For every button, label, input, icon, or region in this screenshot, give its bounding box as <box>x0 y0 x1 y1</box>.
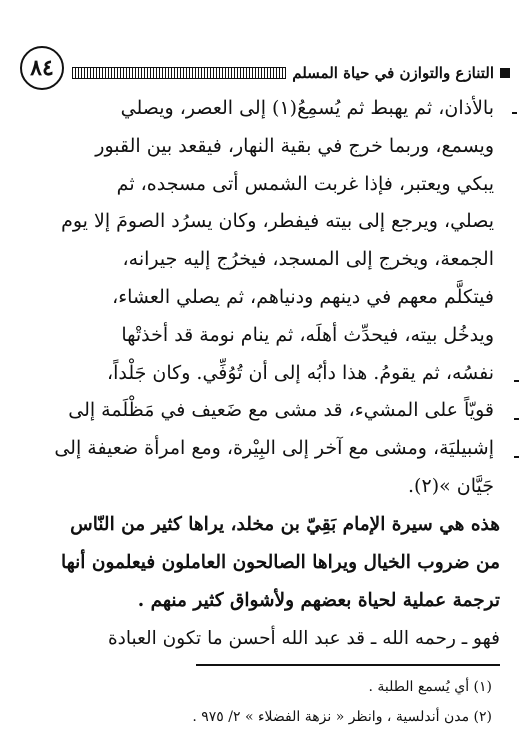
footnote-separator <box>196 664 500 666</box>
margin-mark <box>514 418 519 420</box>
text-line: الجمعة، ويخرج إلى المسجد، فيخرُج إليه جيرانه، <box>122 248 494 271</box>
running-head <box>72 64 510 82</box>
margin-mark <box>514 456 519 458</box>
footnote: (١) أي يُسمع الطلبة . <box>368 679 492 695</box>
main-paragraph <box>32 90 494 506</box>
text-line: ويدخُل بيته، فيحدِّث أهلَه، ثم ينام نومة قد أخذتْها <box>121 323 494 346</box>
text-line: ويسمع، وربما خرج في بقية النهار، فيقعد بين القبور <box>95 134 494 157</box>
footnote: (٢) مدن أندلسية ، وانظر « نزهة الفضلاء » ٢/ ٩٧٥ . <box>192 709 492 725</box>
text-line: هذه هي سيرة الإمام بَقِيّ بن مخلد، يراها كثير من النّاس <box>70 514 500 535</box>
text-line: يبكي ويعتبر، فإذا غربت الشمس أتى مسجده، ثم <box>116 172 494 195</box>
footnotes <box>30 672 492 732</box>
text-line: قويّاً على المشيء، قد مشى مع ضَعيف في مَظْلَمة إلى <box>68 399 494 422</box>
text-line: فهو ـ رحمه الله ـ قد عبد الله أحسن ما تكون العبادة <box>107 628 500 649</box>
text-line: ترجمة عملية لحياة بعضهم ولأشواق كثير منهم . <box>137 590 500 611</box>
margin-mark <box>514 380 519 382</box>
running-head-title: التنازع والتوازن في حياة المسلم <box>292 64 494 82</box>
text-line: يصلي، ويرجع إلى بيته فيفطر، وكان يسرُد الصومَ إلا يوم <box>61 210 494 233</box>
square-ornament-icon <box>500 68 510 78</box>
margin-mark <box>512 112 517 114</box>
text-line: فيتكلَّم معهم في دينهم ودنياهم، ثم يصلي العشاء، <box>112 285 494 308</box>
text-line: بالأذان، ثم يهبط ثم يُسمِعُ(١) إلى العصر، ويصلي <box>120 97 494 119</box>
text-line: نفسُه، ثم يقومُ. هذا دأبُه إلى أن تُوُفِّي. وكان جَلْداً، <box>106 361 494 384</box>
second-paragraph <box>22 506 500 658</box>
text-line: إشبيليَة، ومشى مع آخر إلى البِيْرة، ومع امرأة ضعيفة إلى <box>54 437 494 460</box>
page-number: ٨٤ <box>20 46 64 90</box>
text-line: من ضروب الخيال ويراها الصالحون العاملون فيعلمون أنها <box>60 552 500 573</box>
text-line: جَيَّان »(٢). <box>408 474 494 497</box>
hatched-rule <box>72 67 286 79</box>
